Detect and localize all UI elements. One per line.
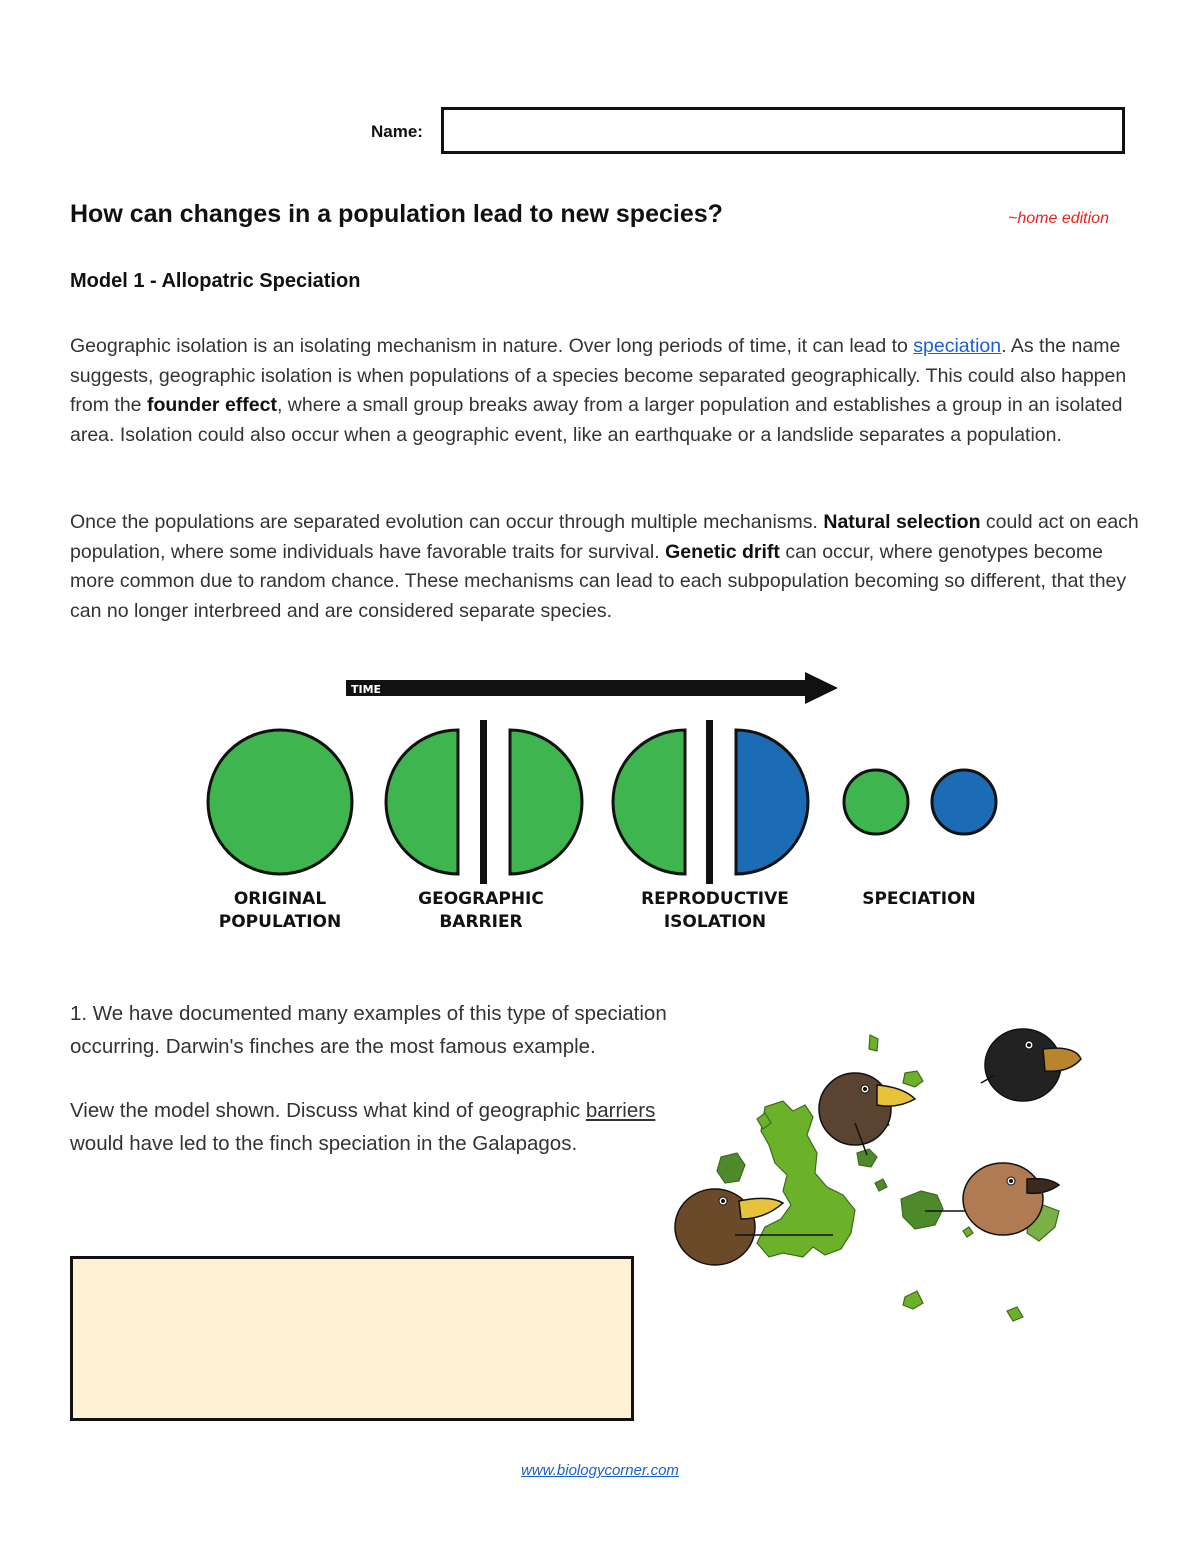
- model-heading: Model 1 - Allopatric Speciation: [70, 270, 361, 292]
- original-population: [208, 730, 352, 874]
- para2-text-3: can occur, where genotypes become more common due to random chance. These mechanisms can lead to each subpopulation becoming so different, that they can no longer interbreed and are considered separate species.: [70, 540, 1127, 622]
- stage-label-original-2: POPULATION: [218, 912, 342, 932]
- geographic-barrier: [386, 720, 582, 884]
- edition-note: ~home edition: [1008, 210, 1109, 227]
- name-field[interactable]: [441, 107, 1125, 154]
- finch-brown-top: [819, 1073, 915, 1155]
- question-1-intro: 1. We have documented many examples of this type of speciation occurring. Darwin's finches are the most famous example.: [70, 1002, 667, 1058]
- stage-label-isolation-1: REPRODUCTIVE: [641, 889, 789, 909]
- stage-label-barrier-2: BARRIER: [439, 912, 523, 932]
- natural-selection-term: Natural selection: [823, 511, 981, 533]
- speciation-circles: [844, 770, 996, 834]
- stage-label-isolation-2: ISOLATION: [663, 912, 767, 932]
- para2-text-2: could act on each population, where some individuals have favorable traits for survival.: [70, 511, 1139, 563]
- name-label: Name:: [371, 122, 423, 141]
- question-1-prompt-b: would have led to the finch speciation in the Galapagos.: [70, 1131, 578, 1155]
- answer-box[interactable]: [70, 1256, 634, 1421]
- allopatric-speciation-diagram: [190, 664, 1010, 954]
- para1-text-2: . As the name suggests, geographic isolation is when populations of a species become separated geographically. This could also happen from the: [70, 335, 1127, 416]
- question-1-prompt-a: View the model shown. Discuss what kind of geographic: [70, 1099, 586, 1122]
- question-1: [70, 998, 670, 1160]
- page-title: How can changes in a population lead to new species?: [70, 200, 723, 228]
- para1-text-3: , where a small group breaks away from a larger population and establishes a group in an isolated area. Isolation could also occur when a geographic event, like an earthquake or a landslide separates a population.: [70, 394, 1123, 446]
- intro-paragraph: [70, 332, 1140, 450]
- speciation-link[interactable]: speciation: [913, 335, 1002, 357]
- genetic-drift-term: Genetic drift: [665, 540, 780, 563]
- time-label: TIME: [351, 683, 382, 696]
- finch-black: [981, 1029, 1081, 1101]
- galapagos-finch-map: [665, 1005, 1095, 1335]
- reproductive-isolation: [613, 720, 808, 884]
- stage-label-barrier-1: GEOGRAPHIC: [418, 889, 544, 909]
- question-1-prompt: [70, 1095, 670, 1160]
- footer-link[interactable]: www.biologycorner.com: [521, 1462, 679, 1479]
- time-arrow: [346, 672, 838, 704]
- stage-label-original-1: ORIGINAL: [233, 889, 327, 909]
- para1-text-1: Geographic isolation is an isolating mechanism in nature. Over long periods of time, it can lead to: [70, 335, 914, 357]
- barriers-term: barriers: [585, 1099, 656, 1122]
- para2-text-1: Once the populations are separated evolution can occur through multiple mechanisms.: [70, 511, 824, 533]
- founder-effect-term: founder effect: [146, 394, 277, 416]
- stage-label-speciation: SPECIATION: [862, 889, 976, 909]
- mechanisms-paragraph: [70, 508, 1140, 626]
